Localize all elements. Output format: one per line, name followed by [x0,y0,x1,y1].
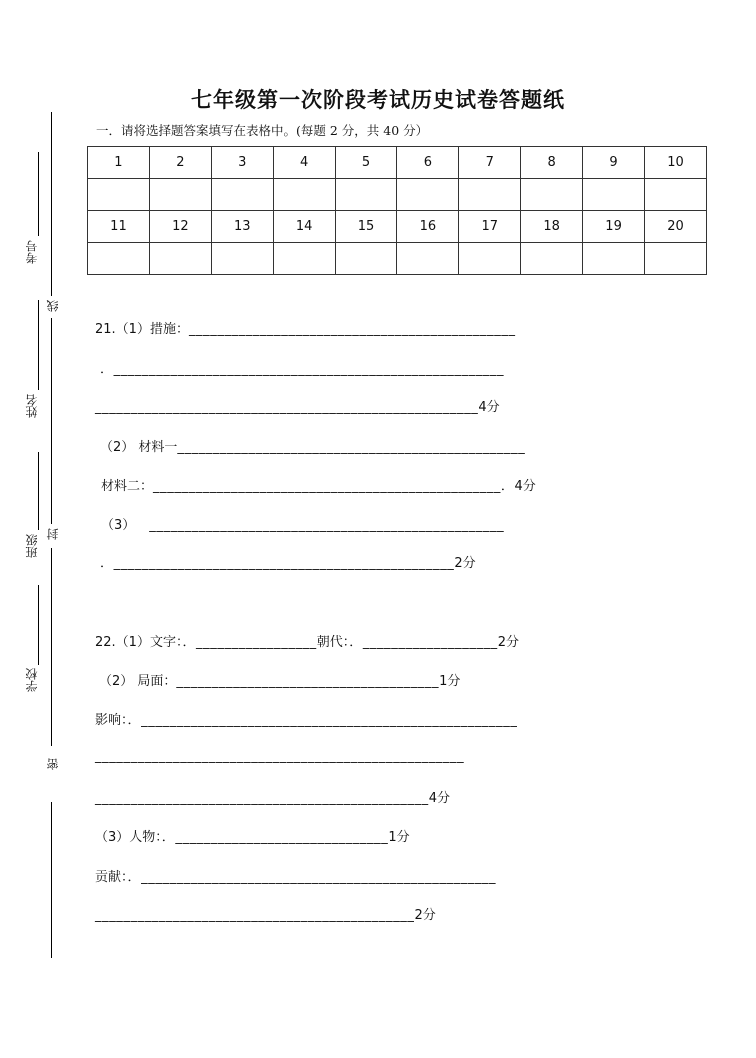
answer-cell[interactable] [459,243,521,275]
q21-line5 [101,475,536,494]
q22-situation-blank[interactable]: _____________________________________ [176,674,440,689]
q21-score-2: 4分 [514,479,536,494]
q21-line7 [100,552,476,571]
q22-contribution-blank[interactable]: _____________________________________________ [95,908,415,923]
binding-rule [51,802,52,958]
question-number-cell: 2 [149,147,211,179]
answer-cell[interactable] [149,179,211,211]
q22-contribution-label: 贡献： [95,870,128,885]
q21-measures-blank[interactable]: ．_______________________________________________________ [100,362,505,377]
question-number-cell: 12 [149,211,211,243]
question-number-cell: 16 [397,211,459,243]
q22-contribution-blank[interactable]: ．__________________________________________________ [127,870,497,885]
answer-cell[interactable] [645,179,707,211]
q22-score-2: 1分 [439,674,461,689]
question-number-cell: 3 [211,147,273,179]
q22-influence-label: 影响： [95,713,128,728]
q21-material1-blank[interactable]: _________________________________________________ [177,440,526,455]
name-label: 姓名 [25,394,39,418]
answer-cell[interactable] [521,243,583,275]
question-number-cell: 18 [521,211,583,243]
answer-cell[interactable] [335,243,397,275]
answer-cell[interactable] [273,179,335,211]
answer-cell[interactable] [583,179,645,211]
q21-measures-blank[interactable]: ______________________________________________________ [95,400,479,415]
exam-number-field-line [38,152,39,236]
table-row-numbers-2 [88,211,707,243]
binding-rule [51,318,52,524]
table-row-answers-1 [88,179,707,211]
question-number-cell: 4 [273,147,335,179]
q21-material1-label: （2） 材料一 [100,440,178,455]
question-number-cell: 10 [645,147,707,179]
q21-line6 [101,514,504,533]
class-label: 班级 [25,534,39,558]
q21-line4 [100,436,525,455]
binding-rule [51,112,52,296]
question-number-cell: 5 [335,147,397,179]
question-number-cell: 6 [397,147,459,179]
q21-score-3: 2分 [454,556,476,571]
question-number-cell: 7 [459,147,521,179]
q21-material2-label: 材料二： [101,479,154,494]
q21-part3-label: （3） [101,518,136,533]
answer-cell[interactable] [88,179,150,211]
school-label: 学校 [25,668,39,692]
question-number-cell: 8 [521,147,583,179]
question-number-cell: 19 [583,211,645,243]
q22-influence-blank[interactable]: ．_____________________________________________________ [127,713,518,728]
seal-char-line: 线 [46,300,60,312]
q22-dynasty-label: 朝代： [316,635,350,650]
answer-cell[interactable] [397,179,459,211]
q22-line1 [95,631,519,650]
q22-line2 [99,670,460,689]
q21-measures-blank[interactable]: ______________________________________________ [188,322,516,337]
answer-cell[interactable] [88,243,150,275]
question-number-cell: 9 [583,147,645,179]
answer-cell[interactable] [149,243,211,275]
q22-line3 [95,709,517,728]
q22-script-blank[interactable]: ．_________________ [182,635,317,650]
seal-char-secret: 密 [46,758,60,770]
answer-cell[interactable] [645,243,707,275]
q22-line4 [95,749,464,764]
q21-part3-blank[interactable]: __________________________________________________ [149,518,505,533]
answer-cell[interactable] [521,179,583,211]
q22-line5 [95,787,450,806]
q22-line7 [95,866,496,885]
answer-cell[interactable] [273,243,335,275]
q22-person-label: （3）人物： [95,830,162,845]
q21-line2 [100,358,504,377]
exam-number-label: 考号 [25,240,39,264]
q21-material2-blank[interactable]: _________________________________________________． [153,479,515,494]
table-row-answers-2 [88,243,707,275]
answer-cell[interactable] [397,243,459,275]
q22-person-blank[interactable]: ．______________________________ [161,830,389,845]
q22-score-5: 2分 [414,908,436,923]
q21-line1 [95,318,516,337]
seal-char-seal: 封 [46,528,60,540]
question-number-cell: 14 [273,211,335,243]
q22-dynasty-blank[interactable]: ．___________________ [349,635,498,650]
question-number-cell: 1 [88,147,150,179]
answer-cell[interactable] [459,179,521,211]
answer-cell[interactable] [583,243,645,275]
q21-measures-label: 21.（1）措施： [95,322,189,337]
class-field-line [38,452,39,530]
q22-score-1: 2分 [497,635,520,650]
q22-score-4: 1分 [388,830,410,845]
page-title: 七年级第一次阶段考试历史试卷答题纸 [191,87,565,112]
name-field-line [38,300,39,390]
q22-script-label: 22.（1）文字： [95,635,183,650]
q22-situation-label: （2） 局面： [99,674,177,689]
table-row-numbers-1 [88,147,707,179]
q21-line3 [95,396,500,415]
answer-cell[interactable] [211,243,273,275]
question-number-cell: 17 [459,211,521,243]
question-number-cell: 13 [211,211,273,243]
q22-line8 [95,904,436,923]
answer-table [87,146,707,275]
school-field-line [38,585,39,665]
q22-influence-blank[interactable]: _______________________________________________ [95,791,429,806]
section-instruction: 一．请将选择题答案填写在表格中。(每题 2 分，共 40 分） [96,123,429,138]
answer-cell[interactable] [335,179,397,211]
q22-line6 [95,826,410,845]
question-number-cell: 15 [335,211,397,243]
answer-cell[interactable] [211,179,273,211]
question-number-cell: 20 [645,211,707,243]
q21-score-1: 4分 [478,400,500,415]
binding-rule [51,548,52,746]
q22-score-3: 4分 [428,791,450,806]
q21-part3-blank[interactable]: ．________________________________________________ [100,556,455,571]
question-number-cell: 11 [88,211,150,243]
q22-influence-blank[interactable]: ____________________________________________________ [95,749,465,764]
